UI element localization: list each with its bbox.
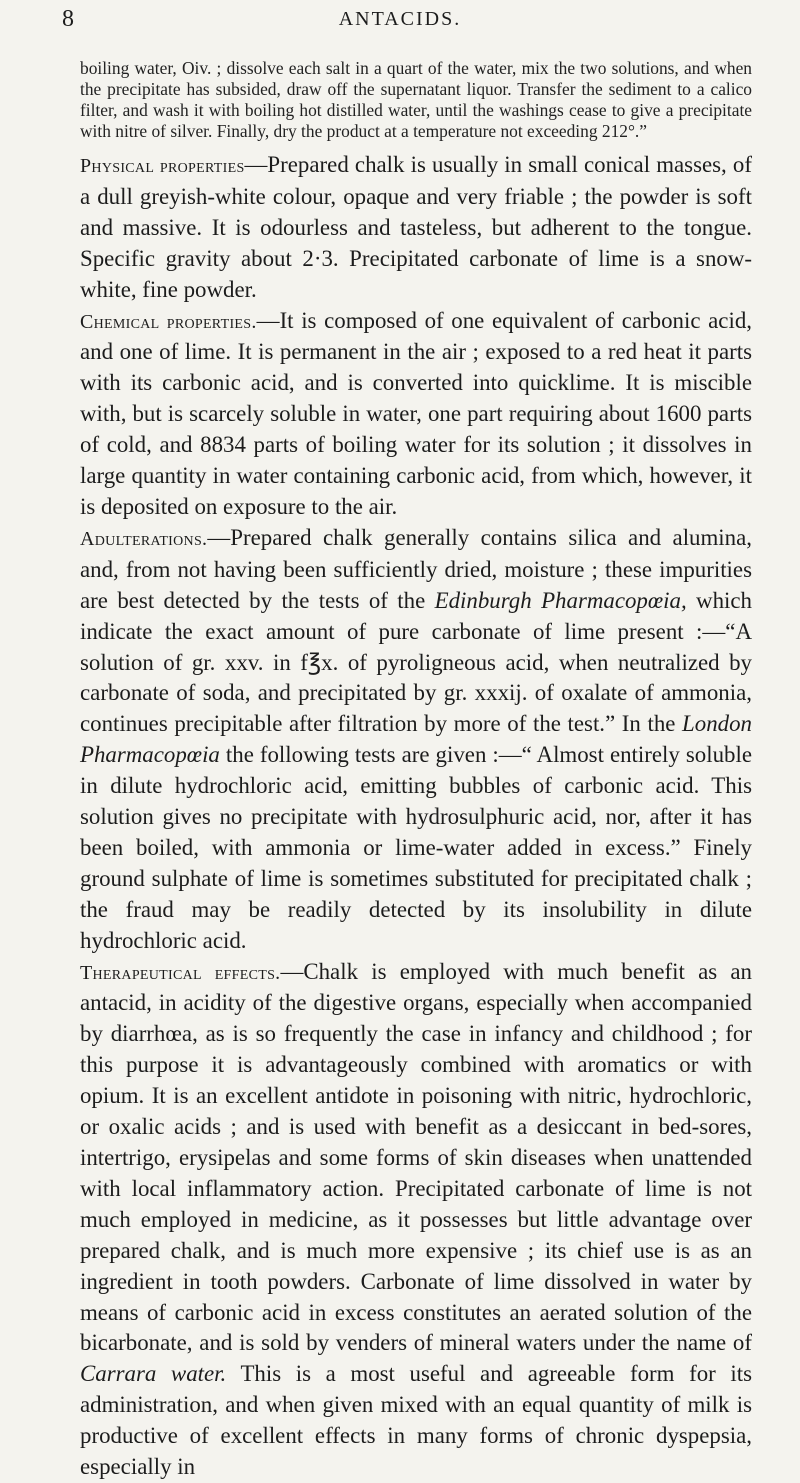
physical-properties-text: —Prepared chalk is usually in small conical masses, of a dull greyish-white colour, opaque and very friable ; the powder is soft and massive. It is odourless and tasteless, but adherent to the tongue. Specific gravity about 2·3. Precipitated carbonate of lime is a snow-white, fine powder. [80, 152, 752, 302]
adulterations-text-2: which indicate the exact amount of pure carbonate of lime present :—“A solution of gr. xxv. in f℥x. of pyroligneous acid, when neutralized by carbonate of soda, and precipitated by gr. xxxij. of oxalate of ammonia, continues precipitable after filtration by more of the test.” In the [80, 587, 752, 737]
adulterations-paragraph [80, 523, 752, 957]
quoted-preparation-text: boiling water, Oiv. ; dissolve each salt in a quart of the water, mix the two solutions, and when the precipitate has subsided, draw off the supernatant liquor. Transfer the sediment to a calico filter, and wash it with boiling hot distilled water, until the washings cease to give a precipitate with nitre of silver. Finally, dry the product at a temperature not exceeding 212°.” [80, 58, 752, 141]
physical-properties-paragraph [80, 150, 752, 306]
therapeutical-effects-text-2: This is a most useful and agreeable form for its administration, and when given mixed with an equal quantity of milk is productive of excellent effects in many forms of chronic dyspepsia, especially in [80, 1361, 752, 1480]
therapeutical-effects-paragraph [80, 957, 752, 1483]
running-head: ANTACIDS. [338, 8, 462, 30]
carrara-water-term: Carrara water. [80, 1361, 227, 1387]
therapeutical-effects-heading: Therapeutical effects. [80, 961, 281, 984]
body-text [80, 58, 752, 1483]
page-number: 8 [62, 6, 75, 32]
physical-properties-heading: Physical properties [80, 155, 245, 177]
adulterations-text-3: the following tests are given :—“ Almost entirely soluble in dilute hydrochloric acid, emitting bubbles of carbonic acid. This solution gives no precipitate with hydrosulphuric acid, nor, after it has been boiled, with ammonia or lime-water added in excess.” Finely ground sulphate of lime is sometimes substituted for precipitated chalk ; the fraud may be readily detected by its insolubility in dilute hydrochloric acid. [80, 742, 752, 953]
chemical-properties-heading: Chemical properties. [80, 310, 257, 333]
edinburgh-pharmacopoeia-title: Edinburgh Pharmacopœia, [434, 587, 687, 613]
adulterations-text-1: —Prepared chalk generally contains silica and alumina, and, from not having been sufficiently dried, moisture ; these impurities are best detected by the tests of the [80, 524, 752, 613]
chemical-properties-text: —It is composed of one equivalent of carbonic acid, and one of lime. It is permanent in the air ; exposed to a red heat it parts with its carbonic acid, and is converted into quicklime. It is miscible with, but is scarcely soluble in water, one part requiring about 1600 parts of cold, and 8834 parts of boiling water for its solution ; it dissolves in large quantity in water containing carbonic acid, from which, however, it is deposited on exposure to the air. [80, 307, 752, 519]
page-header [0, 6, 800, 46]
chemical-properties-paragraph [80, 306, 752, 523]
london-pharmacopoeia-title: London Pharmacopœia [80, 711, 752, 768]
adulterations-heading: Adulterations. [80, 527, 208, 550]
therapeutical-effects-text-1: —Chalk is employed with much benefit as an antacid, in acidity of the digestive organs, especially when accompanied by diarrhœa, as is so frequently the case in infancy and childhood ; for this purpose it is advantageously combined with aromatics or with opium. It is an excellent antidote in poisoning with nitric, hydrochloric, or oxalic acids ; and is used with benefit as a desiccant in bed-sores, intertrigo, erysipelas and some forms of skin diseases when unattended with local inflammatory action. Precipitated carbonate of lime is not much employed in medicine, as it possesses but little advantage over prepared chalk, and is much more expensive ; its chief use is as an ingredient in tooth powders. Carbonate of lime dissolved in water by means of carbonic acid in excess constitutes an aerated solution of the bicarbonate, and is sold by venders of mineral waters under the name of [80, 958, 752, 1356]
